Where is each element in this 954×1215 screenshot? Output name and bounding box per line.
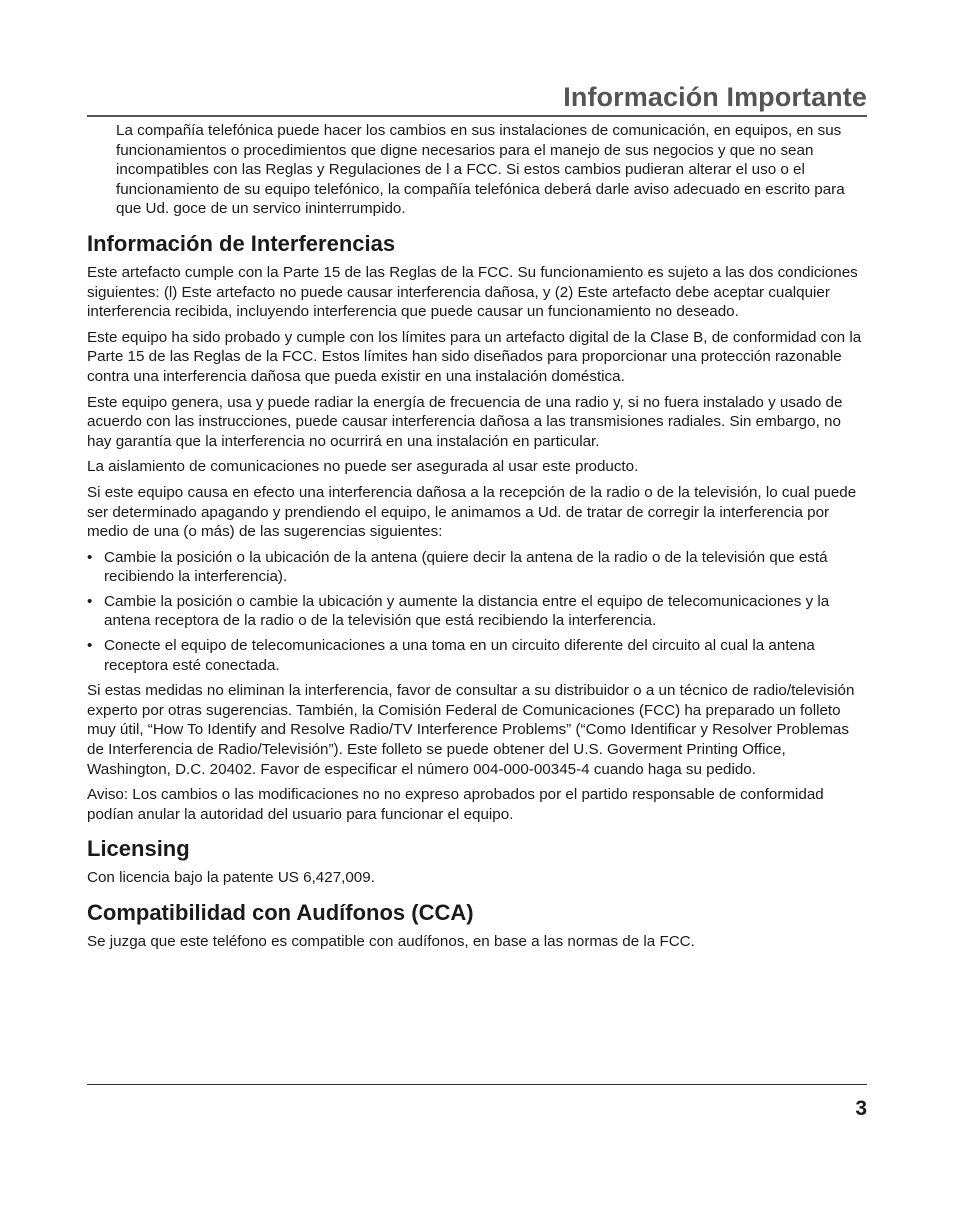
page-number: 3 — [855, 1097, 867, 1120]
hac-heading: Compatibilidad con Audífonos (CCA) — [87, 900, 474, 925]
bullet-icon: • — [87, 637, 93, 655]
bullet-icon: • — [87, 592, 93, 610]
list-item — [87, 592, 867, 631]
intro-paragraph: La compañía telefónica puede hacer los cambios en sus instalaciones de comunicación, en equipos, en sus funcionamientos o procedimientos que digne necesarios para el manejo de sus negocios y que no sean incompatibles con las Reglas y Regulaciones de l a FCC. Si estos cambios pudieran alterar el uso o el funcionamiento de su equipo telefónico, la compañía telefónica deberá darle aviso adecuado en escrito para que Ud. goce de un servico ininterrumpido. — [116, 122, 845, 218]
interference-paragraph-1: Este artefacto cumple con la Parte 15 de las Reglas de la FCC. Su funcionamiento es sujeto a las dos condiciones siguientes: (l) Este artefacto no puede causar interferencia dañosa, y (2) Este artefacto debe aceptar cualquier interferencia recibida, incluyendo interferencia que puede causar un funcionamiento no deseado. — [87, 263, 858, 321]
page-header — [87, 82, 867, 117]
list-item-text: Cambie la posición o la ubicación de la antena (quiere decir la antena de la radio o de la televisión que está recibiendo la interferencia). — [104, 548, 828, 586]
document-page — [87, 82, 867, 958]
page-title: Información Importante — [563, 82, 867, 112]
licensing-text: Con licencia bajo la patente US 6,427,009. — [87, 869, 375, 887]
list-item — [87, 548, 867, 587]
interference-paragraph-5: Si este equipo causa en efecto una interferencia dañosa a la recepción de la radio o de la televisión, lo cual puede ser determinado apagando y prendiendo el equipo, le animamos a Ud. de tratar de corregir la interferencia por medio de una (o más) de las sugerencias siguientes: — [87, 483, 857, 541]
interference-paragraph-2: Este equipo ha sido probado y cumple con los límites para un artefacto digital de la Clase B, de conformidad con la Parte 15 de las Reglas de la FCC. Estos límites han sido diseñados para proporcionar una protección razonable contra una interferencia dañosa que pueda existir en una instalación doméstica. — [87, 328, 862, 385]
interference-heading: Información de Interferencias — [87, 230, 396, 256]
bullet-icon: • — [87, 548, 93, 566]
list-item-text: Cambie la posición o cambie la ubicación y aumente la distancia entre el equipo de telecomunicaciones y la antena receptora de la radio o de la televisión que está recibiendo la interferencia. — [104, 592, 830, 630]
hac-text: Se juzga que este teléfono es compatible con audífonos, en base a las normas de la FCC. — [87, 933, 695, 950]
interference-paragraph-6: Si estas medidas no eliminan la interferencia, favor de consultar a su distribuidor o a un técnico de radio/televisión experto por otras sugerencias. También, la Comisión Federal de Comunicaciones (FCC) ha preparado un folleto muy útil, “How To Identify and Resolve Radio/TV Interference Problems” (“Como Identificar y Resolver Problemas de Interferencia de Radio/Televisión”). Este folleto se puede obtener del U.S. Goverment Printing Office, Washington, D.C. 20402. Favor de especificar el número 004-000-00345-4 cuando haga su pedido. — [87, 682, 855, 778]
suggestion-list — [87, 548, 867, 676]
list-item — [87, 636, 867, 675]
interference-paragraph-4: La aislamiento de comunicaciones no puede ser asegurada al usar este producto. — [87, 458, 639, 476]
footer-divider — [87, 1084, 867, 1085]
interference-paragraph-3: Este equipo genera, usa y puede radiar la energía de frecuencia de una radio y, si no fuera instalado y usado de acuerdo con las instrucciones, puede causar interferencia dañosa a las transmisiones radiales. Sin embargo, no hay garantía que la interferencia no ocurrirá en una instalación en particular. — [87, 393, 843, 450]
interference-paragraph-7: Aviso: Los cambios o las modificaciones no no expreso aprobados por el partido responsable de conformidad podían anular la autoridad del usuario para funcionar el equipo. — [87, 786, 824, 823]
list-item-text: Conecte el equipo de telecomunicaciones a una toma en un circuito diferente del circuito al cual la antena receptora esté conectada. — [104, 637, 815, 674]
licensing-heading: Licensing — [87, 836, 190, 862]
